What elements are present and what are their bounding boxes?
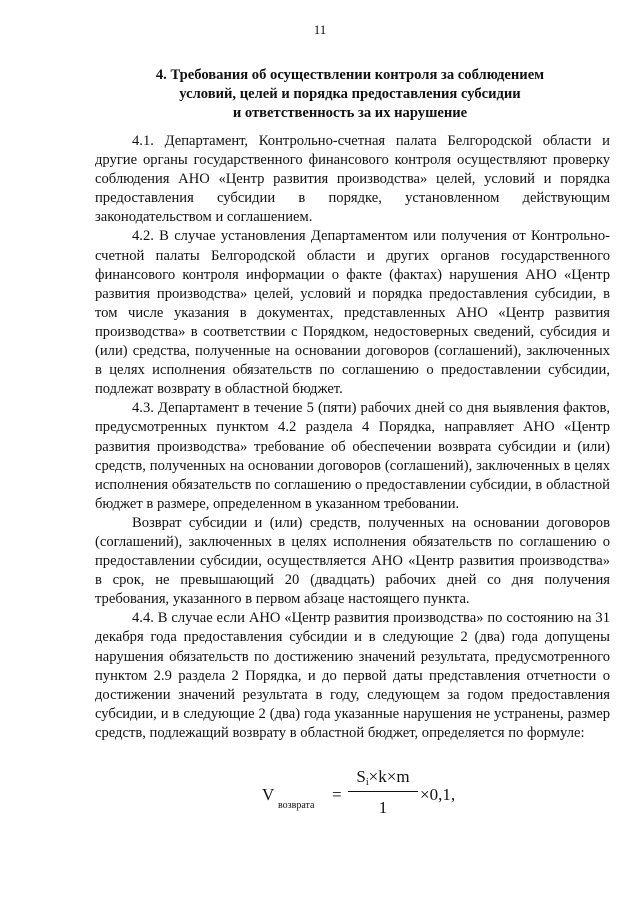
heading-line-3: и ответственность за их нарушение	[232, 105, 468, 121]
paragraph-4-1: 4.1. Департамент, Контрольно-счетная палата Белгородской области и другие органы государственного финансового контроля осуществляют проверку соблюдения АНО «Центр развития производства» целей, условий и порядка предоставления субсидии в порядке, установленном действующим законодательством и соглашением.	[95, 133, 610, 226]
formula-equals: =	[332, 785, 342, 804]
heading-line-2: условий, целей и порядка предоставления субсидии	[179, 86, 521, 102]
paragraph-4-4: 4.4. В случае если АНО «Центр развития производства» по состоянию на 31 декабря года предоставления субсидии и в следующие 2 (два) года допущены нарушения обязательств по достижению значений результата, предусмотренного пунктом 2.9 раздела 2 Порядка, и до первой даты представления отчетности о достижении значений результата в году, следующем за годом предоставления субсидии, и в следующие 2 (два) года указанные нарушения не устранены, размер средств, подлежащий возврату в областной бюджет, определяется по формуле:	[95, 610, 610, 741]
paragraph-4-3: 4.3. Департамент в течение 5 (пяти) рабочих дней со дня выявления фактов, предусмотренных пунктом 4.2 раздела 4 Порядка, направляет АНО «Центр развития производства» требование об обеспечении возврата субсидии и (или) средств, полученных на основании договоров (соглашений), заключенных в целях исполнения обязательств по соглашению о предоставлении субсидии, в областной бюджет в размере, определенном в указанном требовании.	[95, 400, 610, 512]
formula-num-main: S	[356, 767, 366, 786]
paragraph-4-2: 4.2. В случае установления Департаментом или получения от Контрольно-счетной палаты Белгородской области и других органов государственного финансового контроля информации о факте (фактах) нарушения АНО «Центр развития производства» целей, условий и порядка предоставления субсидии, в том числе указания в документах, представленных АНО «Центр развития производства» в соответствии с Порядком, недостоверных сведений, субсидия и (или) средства, полученные на основании договоров (соглашений), заключенных в целях исполнения обязательств по соглашению о предоставлении субсидии, подлежат возврату в областной бюджет.	[95, 228, 610, 398]
formula	[262, 765, 462, 825]
formula-lhs-subscript: возврата	[278, 800, 315, 811]
heading-line-1: 4. Требования об осуществлении контроля за соблюдением	[155, 67, 545, 83]
section-body	[95, 132, 610, 743]
formula-num-rest: ×k×m	[368, 767, 410, 786]
paragraph-4-3-return: Возврат субсидии и (или) средств, полученных на основании договоров (соглашений), заключенных в целях исполнения обязательств по соглашению о предоставлении субсидии, осуществляется АНО «Центр развития производства» в срок, не превышающий 20 (двадцать) рабочих дней со дня получения требования, указанного в первом абзаце настоящего пункта.	[95, 514, 610, 608]
formula-denominator: 1	[378, 798, 388, 817]
formula-numerator	[348, 767, 418, 788]
formula-lhs: V	[262, 785, 275, 804]
formula-num-subscript: i	[365, 777, 369, 788]
page-number: 11	[313, 22, 327, 37]
formula-fraction-bar	[348, 791, 418, 792]
formula-tail: ×0,1,	[420, 785, 456, 804]
section-heading	[90, 66, 610, 123]
